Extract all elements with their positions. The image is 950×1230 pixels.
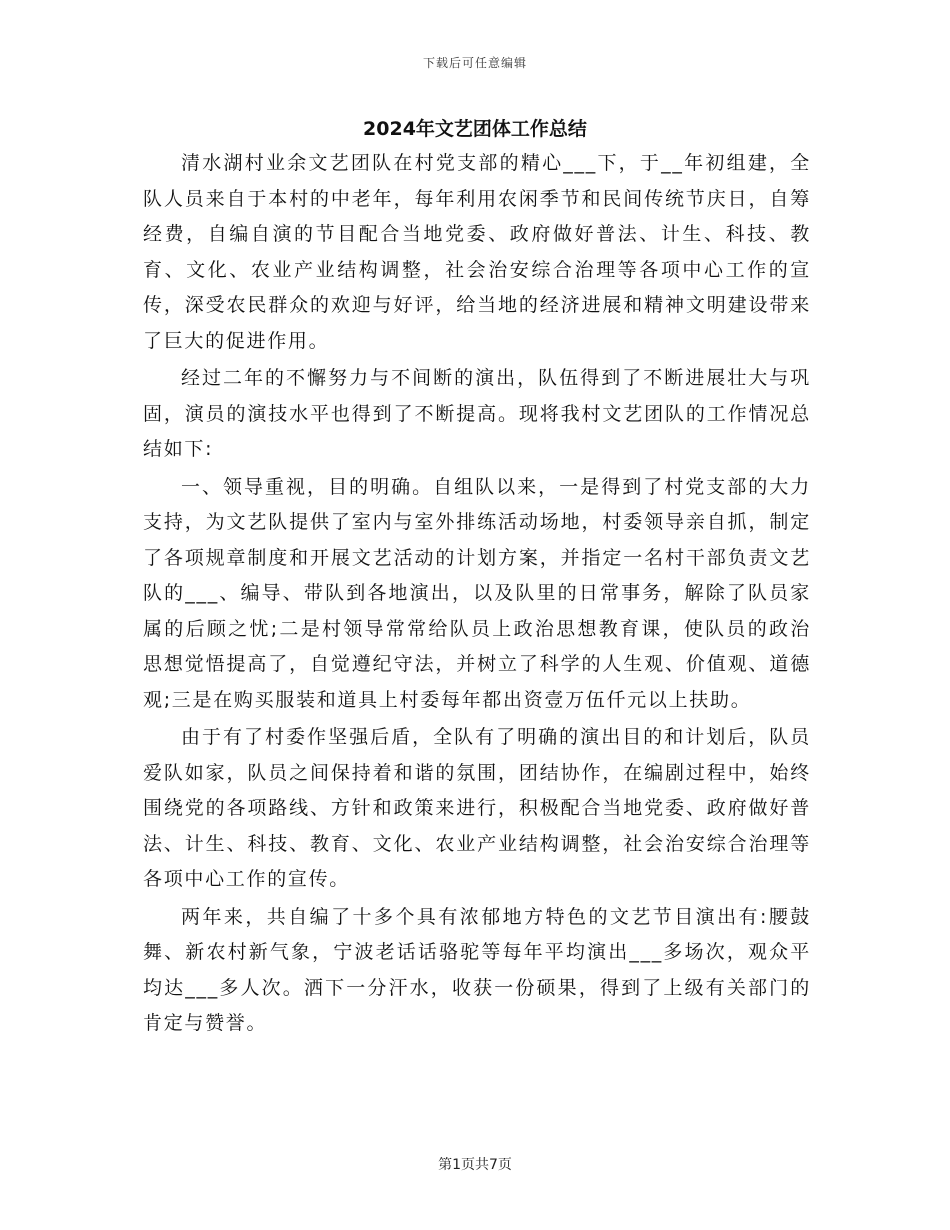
paragraph-5: 两年来，共自编了十多个具有浓郁地方特色的文艺节目演出有:腰鼓舞、新农村新气象，宁波老话话骆驼等每年平均演出___多场次，观众平均达___多人次。洒下一分汗水，收获一份硕果，得到了上级有关部门的肯定与赞誉。 (143, 905, 811, 1034)
paragraph-2: 经过二年的不懈努力与不间断的演出，队伍得到了不断进展壮大与巩固，演员的演技水平也得到了不断提高。现将我村文艺团队的工作情况总结如下: (143, 367, 811, 460)
page-indicator: 第1页共7页 (438, 1157, 512, 1173)
paragraph-1: 清水湖村业余文艺团队在村党支部的精心___下，于__年初组建，全队人员来自于本村的中老年，每年利用农闲季节和民间传统节庆日，自筹经费，自编自演的节目配合当地党委、政府做好普法、计生、科技、教育、文化、农业产业结构调整，社会治安综合治理等各项中心工作的宣传，深受农民群众的欢迎与好评，给当地的经济进展和精神文明建设带来了巨大的促进作用。 (143, 152, 811, 352)
document-title: 2024年文艺团体工作总结 (363, 118, 587, 140)
page-header-note: 下载后可任意编辑 (422, 56, 527, 70)
paragraph-3: 一、领导重视，目的明确。自组队以来，一是得到了村党支部的大力支持，为文艺队提供了室内与室外排练活动场地，村委领导亲自抓，制定了各项规章制度和开展文艺活动的计划方案，并指定一名村干部负责文艺队的___、编导、带队到各地演出，以及队里的日常事务，解除了队员家属的后顾之忧;二是村领导常常给队员上政治思想教育课，使队员的政治思想觉悟提高了，自觉遵纪守法，并树立了科学的人生观、价值观、道德观;三是在购买服装和道具上村委每年都出资壹万伍仟元以上扶助。 (143, 475, 811, 711)
paragraph-4: 由于有了村委作坚强后盾，全队有了明确的演出目的和计划后，队员爱队如家，队员之间保持着和谐的氛围，团结协作，在编剧过程中，始终围绕党的各项路线、方针和政策来进行，积极配合当地党委、政府做好普法、计生、科技、教育、文化、农业产业结构调整，社会治安综合治理等各项中心工作的宣传。 (143, 726, 811, 890)
document-body (143, 146, 811, 1042)
